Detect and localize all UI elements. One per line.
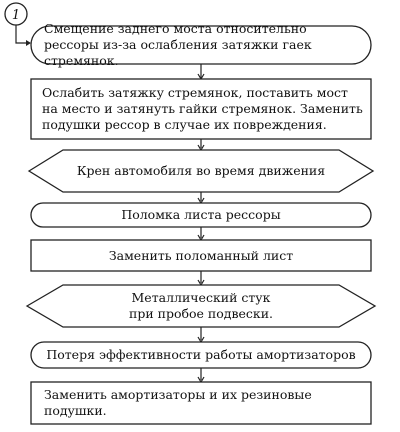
block-8-text: Заменить амортизаторы и их резиновые подушки. (44, 387, 312, 418)
connector-6 (198, 327, 204, 342)
connector-5 (198, 271, 204, 285)
block-5-text: Заменить поломанный лист (108, 247, 294, 263)
connector-7 (198, 368, 204, 382)
block-3-text: Крен автомобиля во время движения (76, 163, 326, 178)
block-2-text: Ослабить затяжку стремянок, поставить мост на место и затянуть гайки стремянок. Заменить подушки рессор в случае их повреждения. (42, 85, 363, 132)
connector-2 (198, 139, 204, 150)
block-1-text: Смещение заднего моста относительно рессоры из-за ослабления затяжки гаек стремянок. (44, 21, 312, 68)
block-4-text: Поломка листа рессоры (121, 207, 281, 222)
step-marker (5, 3, 31, 46)
block-6-text: Металлический стук при пробое подвески. (128, 290, 274, 321)
block-7-text: Потеря эффективности работы амортизаторов (46, 347, 356, 362)
connector-3 (198, 192, 204, 203)
connector-4 (198, 227, 204, 240)
svg-text:1: 1 (11, 8, 21, 23)
